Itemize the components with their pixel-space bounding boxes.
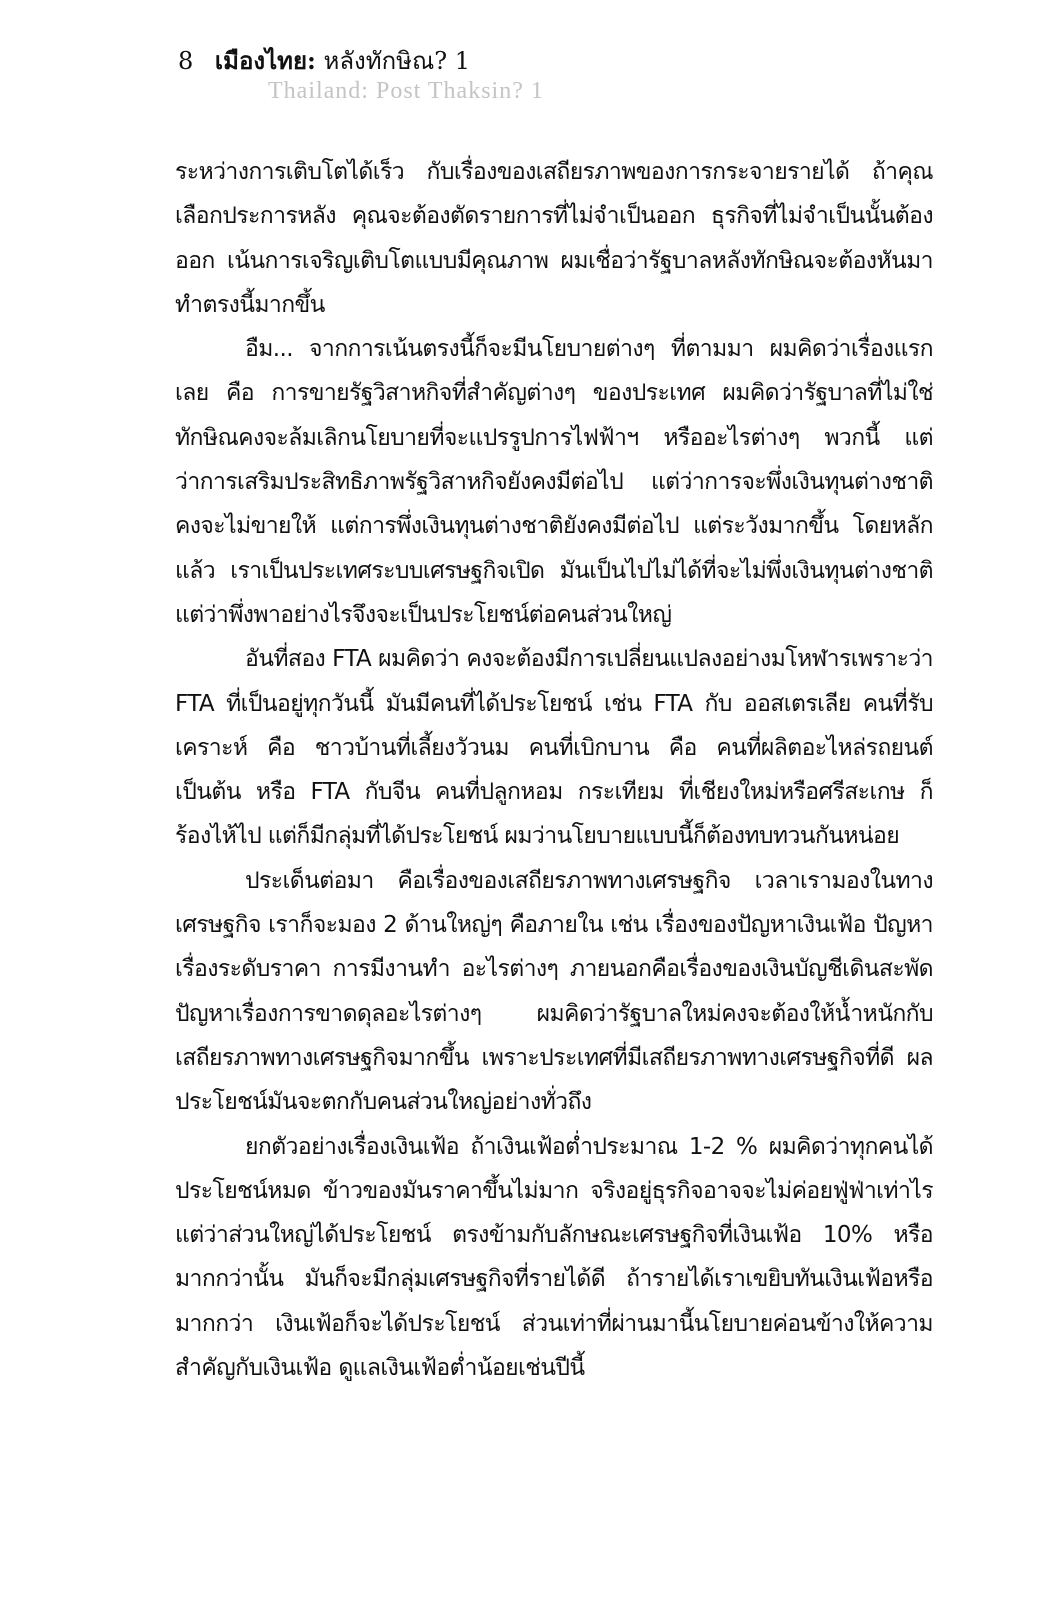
page-number: 8 [178,47,194,75]
paragraph: ระหว่างการเติบโตได้เร็ว กับเรื่องของเสถียรภาพของการกระจายรายได้ ถ้าคุณเลือกประการหลัง คุณจะต้องตัดรายการที่ไม่จำเป็นออก ธุรกิจที่ไม่จำเป็นนั้นต้องออก เน้นการเจริญเติบโตแบบมีคุณภาพ ผมเชื่อว่ารัฐบาลหลังทักษิณจะต้องหันมาทำตรงนี้มากขึ้น [175,159,933,318]
paragraph: ยกตัวอย่างเรื่องเงินเฟ้อ ถ้าเงินเฟ้อต่ำประมาณ 1-2 % ผมคิดว่าทุกคนได้ประโยชน์หมด ข้าวของมันราคาขึ้นไม่มาก จริงอยู่ธุรกิจอาจจะไม่ค่อยฟู่ฟ่าเท่าไร แต่ว่าส่วนใหญ่ได้ประโยชน์ ตรงข้ามกับลักษณะเศรษฐกิจที่เงินเฟ้อ 10% หรือมากกว่านั้น มันก็จะมีกลุ่มเศรษฐกิจที่รายได้ดี ถ้ารายได้เราเขยิบทันเงินเฟ้อหรือมากกว่า เงินเฟ้อก็จะได้ประโยชน์ ส่วนเท่าที่ผ่านมานี้นโยบายค่อนข้างให้ความสำคัญกับเงินเฟ้อ ดูแลเงินเฟ้อต่ำน้อยเช่นปีนี้ [175,1133,933,1382]
book-title-bold: เมืองไทย: [214,46,316,75]
body-text [175,150,933,1390]
running-subtitle: Thailand: Post Thaksin? 1 [268,78,544,104]
book-title-rest: หลังทักษิณ? 1 [323,47,470,75]
paragraph: อันที่สอง FTA ผมคิดว่า คงจะต้องมีการเปลี่ยนแปลงอย่างมโหฬารเพราะว่า FTA ที่เป็นอยู่ทุกวันนี้ มันมีคนที่ได้ประโยชน์ เช่น FTA กับ ออสเตรเลีย คนที่รับเคราะห์ คือ ชาวบ้านที่เลี้ยงวัวนม คนที่เบิกบาน คือ คนที่ผลิตอะไหล่รถยนต์ เป็นต้น หรือ FTA กับจีน คนที่ปลูกหอม กระเทียม ที่เชียงใหม่หรือศรีสะเกษ ก็ร้องไห้ไป แต่ก็มีกลุ่มที่ได้ประโยชน์ ผมว่านโยบายแบบนี้ก็ต้องทบทวนกันหน่อย [175,646,933,850]
paragraph: ประเด็นต่อมา คือเรื่องของเสถียรภาพทางเศรษฐกิจ เวลาเรามองในทางเศรษฐกิจ เราก็จะมอง 2 ด้านใหญ่ๆ คือภายใน เช่น เรื่องของปัญหาเงินเฟ้อ ปัญหาเรื่องระดับราคา การมีงานทำ อะไรต่างๆ ภายนอกคือเรื่องของเงินบัญชีเดินสะพัด ปัญหาเรื่องการขาดดุลอะไรต่างๆ ผมคิดว่ารัฐบาลใหม่คงจะต้องให้น้ำหนักกับเสถียรภาพทางเศรษฐกิจมากขึ้น เพราะประเทศที่มีเสถียรภาพทางเศรษฐกิจที่ดี ผลประโยชน์มันจะตกกับคนส่วนใหญ่อย่างทั่วถึง [175,867,933,1116]
running-header [178,46,470,76]
paragraph: อืม... จากการเน้นตรงนี้ก็จะมีนโยบายต่างๆ ที่ตามมา ผมคิดว่าเรื่องแรกเลย คือ การขายรัฐวิสาหกิจที่สำคัญต่างๆ ของประเทศ ผมคิดว่ารัฐบาลที่ไม่ใช่ทักษิณคงจะล้มเลิกนโยบายที่จะแปรรูปการไฟฟ้าฯ หรืออะไรต่างๆ พวกนี้ แต่ว่าการเสริมประสิทธิภาพรัฐวิสาหกิจยังคงมีต่อไป แต่ว่าการจะพึ่งเงินทุนต่างชาติคงจะไม่ขายให้ แต่การพึ่งเงินทุนต่างชาติยังคงมีต่อไป แต่ระวังมากขึ้น โดยหลักแล้ว เราเป็นประเทศระบบเศรษฐกิจเปิด มันเป็นไปไม่ได้ที่จะไม่พึ่งเงินทุนต่างชาติ แต่ว่าพึ่งพาอย่างไรจึงจะเป็นประโยชน์ต่อคนส่วนใหญ่ [175,336,933,628]
